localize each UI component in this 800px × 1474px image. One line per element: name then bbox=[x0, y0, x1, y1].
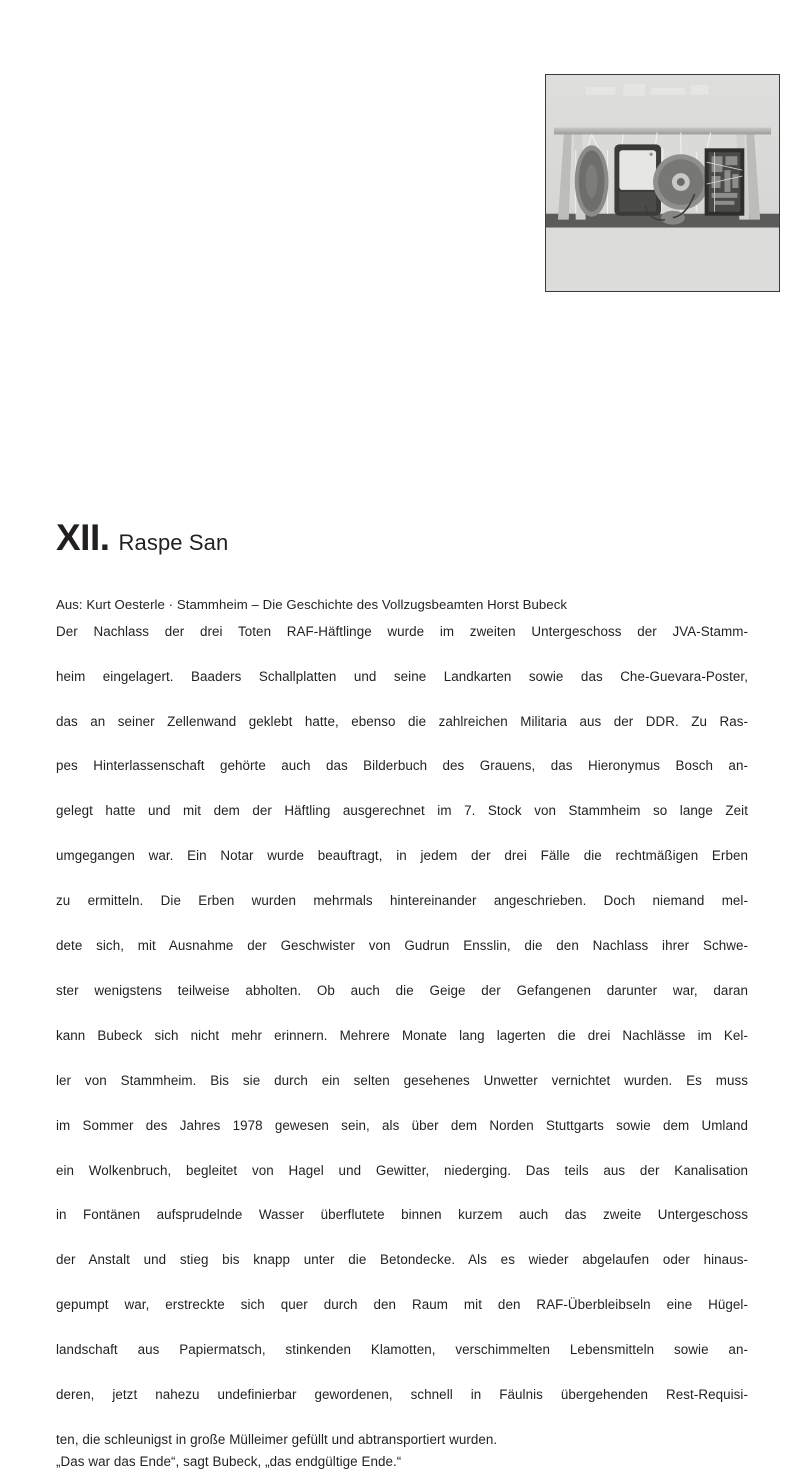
body-line: in Fontänen aufsprudelnde Wasser überflutete binnen kurzem auch das zweite Untergeschoss bbox=[56, 1207, 748, 1223]
body-line: umgegangen war. Ein Notar wurde beauftragt, in jedem der drei Fälle die rechtmäßigen Erben bbox=[56, 848, 748, 864]
body-line: ler von Stammheim. Bis sie durch ein selten gesehenes Unwetter vernichtet wurden. Es muss bbox=[56, 1072, 748, 1088]
body-line: der Anstalt und stieg bis knapp unter die Betondecke. Als es wieder abgelaufen oder hinaus- bbox=[56, 1252, 748, 1268]
body-line: dete sich, mit Ausnahme der Geschwister von Gudrun Ensslin, die den Nachlass ihrer Schwe- bbox=[56, 938, 748, 954]
body-line: im Sommer des Jahres 1978 gewesen sein, als über dem Norden Stuttgarts sowie dem Umland bbox=[56, 1117, 748, 1133]
body-line: gelegt hatte und mit dem der Häftling ausgerechnet im 7. Stock von Stammheim so lange Zeit bbox=[56, 803, 748, 819]
article-body bbox=[56, 581, 748, 1474]
body-line: landschaft aus Papiermatsch, stinkenden Klamotten, verschimmelten Lebensmitteln sowie an- bbox=[56, 1342, 748, 1358]
photograph-image bbox=[546, 75, 779, 291]
body-line: deren, jetzt nahezu undefinierbar gewordenen, schnell in Fäulnis übergehenden Rest-Requisi- bbox=[56, 1387, 748, 1403]
body-line: pes Hinterlassenschaft gehörte auch das Bilderbuch des Grauens, das Hieronymus Bosch an- bbox=[56, 758, 748, 774]
body-line: zu ermitteln. Die Erben wurden mehrmals hintereinander angeschrieben. Doch niemand mel- bbox=[56, 893, 748, 909]
main-paragraph bbox=[56, 621, 748, 1474]
photograph-illustration bbox=[546, 75, 779, 291]
body-line: heim eingelagert. Baaders Schallplatten und seine Landkarten sowie das Che-Guevara-Poster, bbox=[56, 668, 748, 684]
body-line: gepumpt war, erstreckte sich quer durch den Raum mit den RAF-Überbleibseln eine Hügel- bbox=[56, 1297, 748, 1313]
body-line: ster wenigstens teilweise abholten. Ob auch die Geige der Gefangenen darunter war, daran bbox=[56, 982, 748, 998]
chapter-photograph bbox=[545, 74, 780, 292]
source-attribution: Aus: Kurt Oesterle · Stammheim – Die Geschichte des Vollzugsbeamten Horst Bubeck bbox=[56, 597, 568, 613]
body-line: Der Nachlass der drei Toten RAF-Häftlinge wurde im zweiten Untergeschoss der JVA-Stamm- bbox=[56, 623, 748, 639]
body-line: das an seiner Zellenwand geklebt hatte, ebenso die zahlreichen Militaria aus der DDR. Zu Ras- bbox=[56, 713, 748, 729]
chapter-number: XII. bbox=[56, 517, 110, 559]
body-line: ten, die schleunigst in große Mülleimer gefüllt und abtransportiert wurden. bbox=[56, 1432, 498, 1447]
body-line-quote: „Das war das Ende“, sagt Bubeck, „das endgültige Ende.“ bbox=[56, 1454, 402, 1470]
page-title bbox=[56, 517, 229, 559]
body-line: kann Bubeck sich nicht mehr erinnern. Mehrere Monate lang lagerten die drei Nachlässe im Kel- bbox=[56, 1027, 748, 1043]
body-line: ein Wolkenbruch, begleitet von Hagel und Gewitter, niederging. Das teils aus der Kanalisation bbox=[56, 1162, 748, 1178]
chapter-title: Raspe San bbox=[118, 530, 229, 556]
